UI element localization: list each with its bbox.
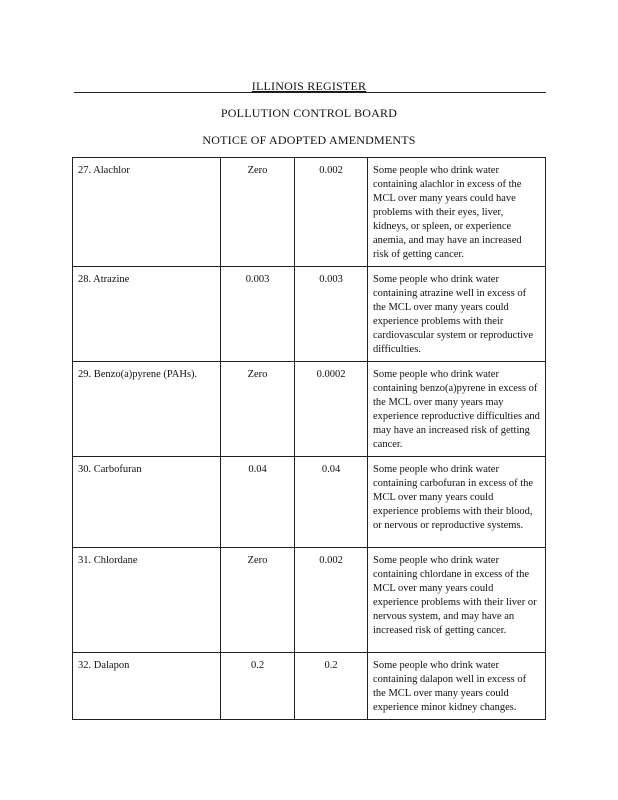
health-effects: Some people who drink water containing chlordane in excess of the MCL over many years could experience problems with their liver or nervous system, and may have an increased risk of getting cancer. [368,548,546,653]
mcl-value: 0.0002 [295,362,368,457]
notice-title: NOTICE OF ADOPTED AMENDMENTS [202,133,416,147]
contaminant-name: 30. Carbofuran [73,457,221,548]
board-title: POLLUTION CONTROL BOARD [220,106,398,120]
contaminant-name: 27. Alachlor [73,158,221,267]
mclg-value: 0.003 [221,267,295,362]
table-row [73,653,546,720]
header-rule [74,92,546,93]
health-effects: Some people who drink water containing atrazine well in excess of the MCL over many years could experience problems with their cardiovascular system or reproductive difficulties. [368,267,546,362]
mcl-value: 0.04 [295,457,368,548]
table-row [73,158,546,267]
mcl-value: 0.2 [295,653,368,720]
contaminant-name: 29. Benzo(a)pyrene (PAHs). [73,362,221,457]
mclg-value: Zero [221,158,295,267]
mclg-value: 0.04 [221,457,295,548]
mcl-value: 0.002 [295,548,368,653]
register-title: ILLINOIS REGISTER [251,79,367,93]
health-effects: Some people who drink water containing benzo(a)pyrene in excess of the MCL over many years may experience reproductive difficulties and may have an increased risk of getting cancer. [368,362,546,457]
contaminant-name: 28. Atrazine [73,267,221,362]
table-row [73,548,546,653]
mclg-value: 0.2 [221,653,295,720]
mclg-value: Zero [221,362,295,457]
contaminant-name: 32. Dalapon [73,653,221,720]
mcl-value: 0.002 [295,158,368,267]
contaminant-table [72,157,546,720]
mcl-value: 0.003 [295,267,368,362]
health-effects: Some people who drink water containing alachlor in excess of the MCL over many years could have problems with their eyes, liver, kidneys, or spleen, or experience anemia, and may have an increased risk of getting cancer. [368,158,546,267]
health-effects: Some people who drink water containing dalapon well in excess of the MCL over many years could experience minor kidney changes. [368,653,546,720]
table-row [73,267,546,362]
table-row [73,362,546,457]
contaminant-name: 31. Chlordane [73,548,221,653]
mclg-value: Zero [221,548,295,653]
health-effects: Some people who drink water containing carbofuran in excess of the MCL over many years could experience problems with their blood, or nervous or reproductive systems. [368,457,546,548]
table-row [73,457,546,548]
